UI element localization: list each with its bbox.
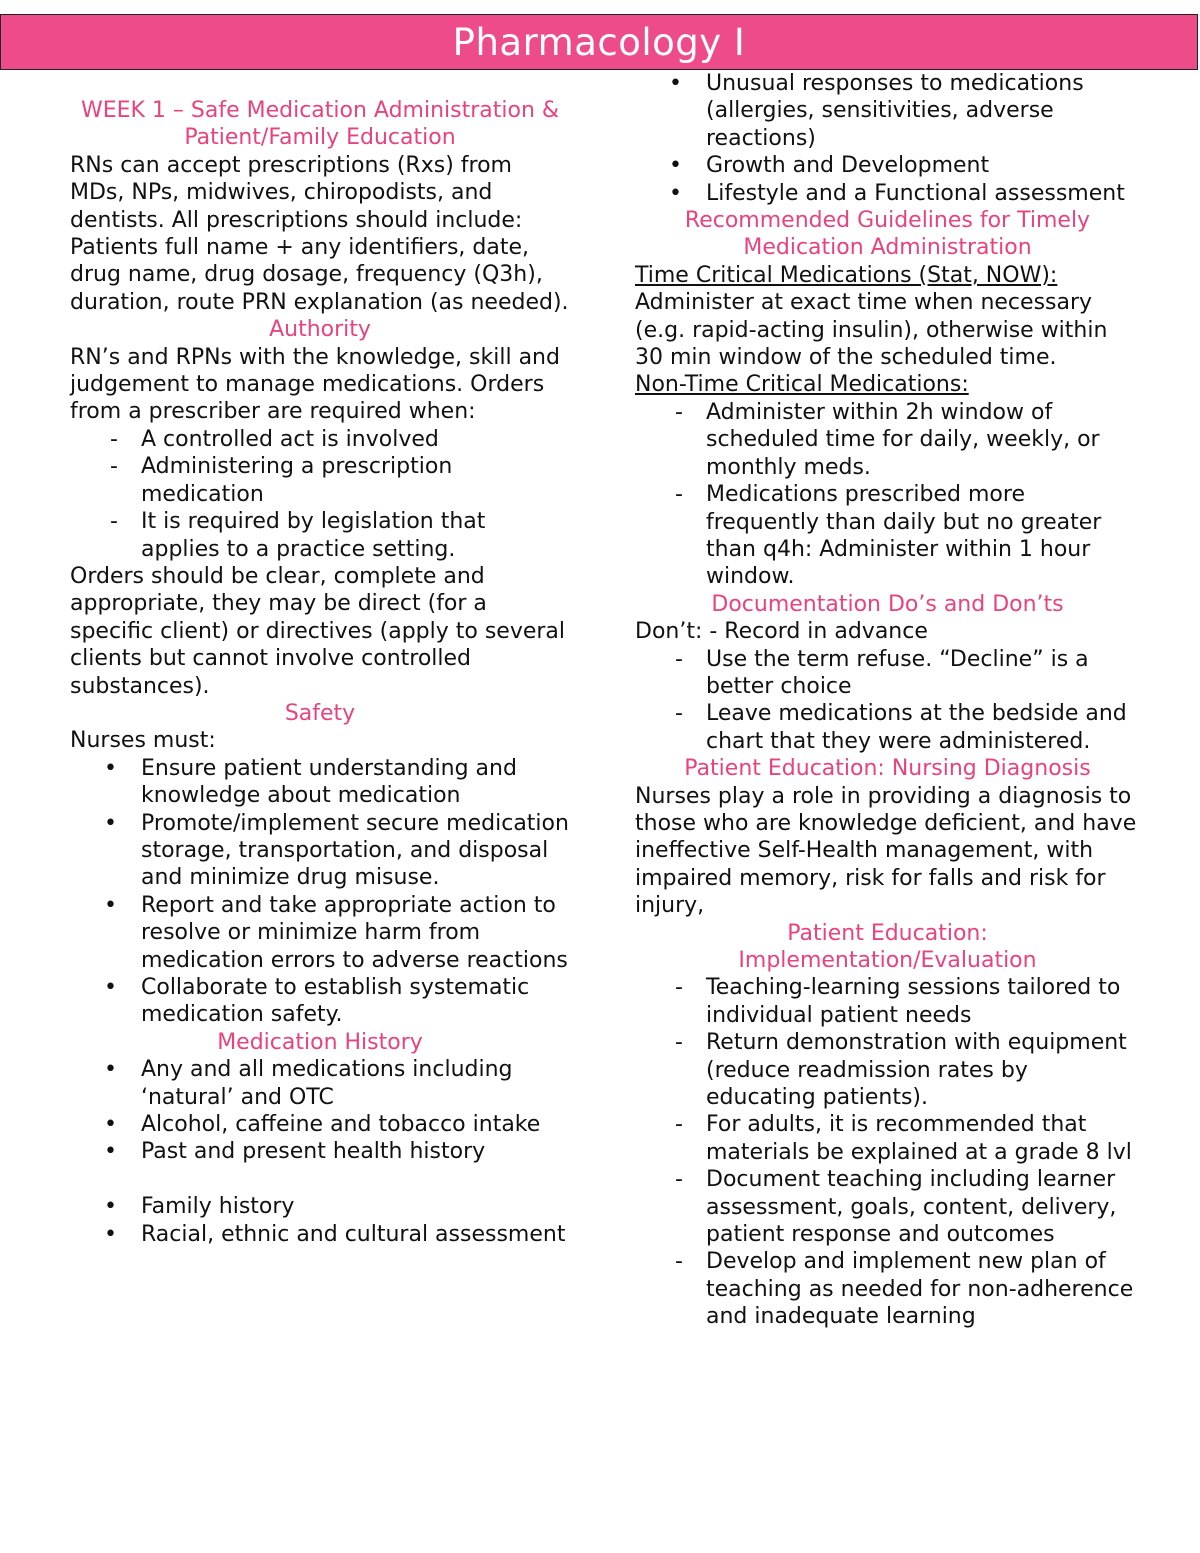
authority-list	[70, 426, 570, 563]
time-critical-paragraph: Administer at exact time when necessary (e.g. rapid-acting insulin), otherwise within 30 min window of the scheduled time.	[635, 290, 1108, 371]
authority-heading: Authority	[269, 317, 371, 343]
list-item: • Alcohol, caffeine and tobacco intake	[70, 1111, 570, 1138]
implementation-heading: Patient Education: Implementation/Evaluation	[738, 920, 1037, 973]
non-time-critical-label: Non-Time Critical Medications:	[635, 372, 969, 398]
documentation-heading: Documentation Do’s and Don’ts	[711, 591, 1064, 617]
list-item: - Return demonstration with equipment (reduce readmission rates by educating patients).	[635, 1029, 1140, 1111]
list-item: • Any and all medications including ‘natural’ and OTC	[70, 1056, 570, 1111]
safety-heading: Safety	[284, 700, 356, 726]
nursing-diagnosis-paragraph: Nurses play a role in providing a diagnosis to those who are knowledge deficient, and have ineffective Self-Health management, with impaired memory, risk for falls and risk for injury,	[635, 783, 1137, 919]
list-item: • Growth and Development	[635, 152, 1140, 179]
list-item: • Report and take appropriate action to resolve or minimize harm from medication errors to adverse reactions	[70, 892, 570, 974]
list-item: - For adults, it is recommended that materials be explained at a grade 8 lvl	[635, 1111, 1140, 1166]
medication-history-continued-list	[635, 70, 1140, 207]
list-item: • Collaborate to establish systematic medication safety.	[70, 974, 570, 1029]
list-item: - Document teaching including learner assessment, goals, content, delivery, patient response and outcomes	[635, 1166, 1140, 1248]
orders-paragraph: Orders should be clear, complete and appropriate, they may be direct (for a specific client) or directives (apply to several clients but cannot involve controlled substances).	[70, 563, 566, 699]
list-item: • Promote/implement secure medication storage, transportation, and disposal and minimize drug misuse.	[70, 810, 570, 892]
list-item: • Ensure patient understanding and knowledge about medication	[70, 755, 570, 810]
authority-paragraph: RN’s and RPNs with the knowledge, skill and judgement to manage medications. Orders from a prescriber are required when:	[70, 344, 560, 425]
safety-list	[70, 755, 570, 1029]
intro-paragraph: RNs can accept prescriptions (Rxs) from MDs, NPs, midwives, chiropodists, and dentists. All prescriptions should include: Patients full name + any identifiers, date, drug name, drug dosage, frequency (Q3h), duration, route PRN explanation (as needed).	[70, 152, 569, 315]
list-item: - Teaching-learning sessions tailored to individual patient needs	[635, 974, 1140, 1029]
medication-history-list-2	[70, 1193, 570, 1248]
list-item: - Use the term refuse. “Decline” is a better choice	[635, 646, 1140, 701]
non-time-critical-list	[635, 399, 1140, 591]
list-item: • Past and present health history	[70, 1138, 570, 1165]
implementation-list	[635, 974, 1140, 1330]
timely-administration-heading: Recommended Guidelines for Timely Medication Administration	[684, 208, 1091, 261]
list-item: • Family history	[70, 1193, 570, 1220]
list-item: - Administer within 2h window of scheduled time for daily, weekly, or monthly meds.	[635, 399, 1140, 481]
nursing-diagnosis-heading: Patient Education: Nursing Diagnosis	[684, 756, 1091, 782]
title-banner	[0, 14, 1198, 70]
spacer	[70, 1166, 570, 1193]
list-item: - It is required by legislation that applies to a practice setting.	[70, 508, 570, 563]
dont-line: Don’t: - Record in advance	[635, 619, 928, 645]
list-item: • Unusual responses to medications (allergies, sensitivities, adverse reactions)	[635, 70, 1140, 152]
week-heading: WEEK 1 – Safe Medication Administration & Patient/Family Education	[80, 98, 560, 151]
left-column	[70, 97, 570, 1248]
safety-intro: Nurses must:	[70, 728, 216, 754]
list-item: - Leave medications at the bedside and chart that they were administered.	[635, 700, 1140, 755]
right-column	[635, 70, 1140, 1331]
list-item: - A controlled act is involved	[70, 426, 570, 453]
medication-history-heading: Medication History	[217, 1029, 423, 1055]
time-critical-label: Time Critical Medications (Stat, NOW):	[635, 262, 1058, 288]
medication-history-list	[70, 1056, 570, 1166]
list-item: • Lifestyle and a Functional assessment	[635, 180, 1140, 207]
list-item: - Medications prescribed more frequently than daily but no greater than q4h: Administer within 1 hour window.	[635, 481, 1140, 591]
list-item: • Racial, ethnic and cultural assessment	[70, 1221, 570, 1248]
page-title: Pharmacology I	[452, 21, 746, 64]
documentation-list	[635, 646, 1140, 756]
list-item: - Administering a prescription medication	[70, 453, 570, 508]
list-item: - Develop and implement new plan of teaching as needed for non-adherence and inadequate learning	[635, 1248, 1140, 1330]
